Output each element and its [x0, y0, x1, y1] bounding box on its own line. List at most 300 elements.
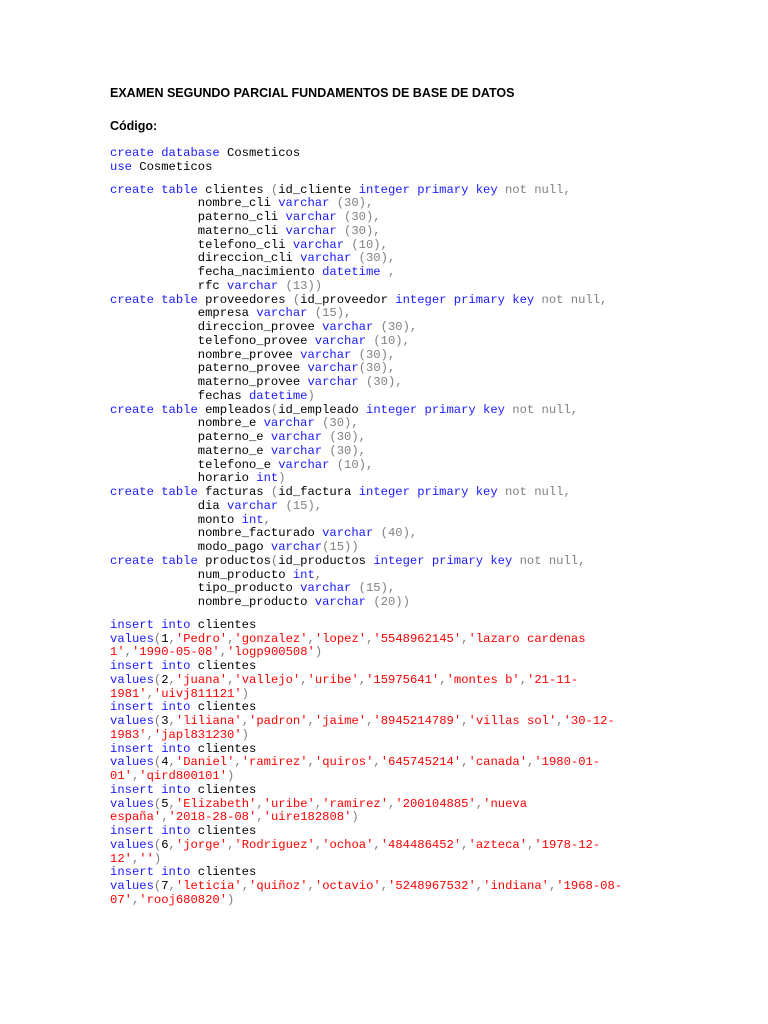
code-line [110, 798, 622, 812]
code-token: insert into [110, 659, 198, 673]
code-token: values [110, 796, 154, 811]
code-token: materno_e [110, 443, 271, 458]
code-subtitle: Código: [110, 119, 158, 133]
code-token: varchar [285, 223, 345, 238]
code-token: (30), [329, 430, 366, 444]
code-line [110, 894, 622, 908]
code-token: '21-11- [527, 672, 579, 687]
code-token: , [131, 769, 140, 783]
code-token: , [168, 837, 176, 852]
code-line [110, 541, 622, 555]
code-token: , [307, 755, 315, 770]
code-line [110, 500, 622, 514]
code-line [110, 239, 622, 253]
code-token: empresa [110, 306, 257, 321]
code-token: insert into [110, 865, 198, 880]
code-token: not null, [504, 182, 571, 197]
code-token: dia [110, 498, 228, 513]
code-token: 'ramirez' [241, 755, 308, 770]
code-token: 3 [161, 714, 169, 728]
code-token: (30), [344, 223, 381, 238]
code-token: , [307, 879, 315, 893]
code-token: (10), [373, 333, 410, 348]
code-token: (30), [358, 251, 396, 266]
code-token: (13)) [285, 278, 323, 293]
code-token: ) [314, 645, 323, 660]
code-token: ( [153, 755, 162, 770]
code-token: ) [307, 388, 315, 403]
code-line [110, 569, 622, 583]
code-token: , [380, 879, 389, 893]
code-token: 'nueva [483, 796, 528, 811]
code-token: nombre_cli [110, 196, 279, 211]
code-line [110, 582, 622, 596]
code-token: 'canada' [468, 755, 528, 770]
code-token: , [314, 796, 323, 811]
code-line [110, 743, 622, 757]
code-line [110, 161, 622, 175]
code-token: , [307, 714, 315, 728]
code-token: fecha_nacimiento [110, 265, 323, 279]
code-token: , [241, 879, 250, 893]
code-token: ) [241, 686, 249, 701]
code-token: id_empleado [278, 402, 366, 417]
code-token: ) [241, 727, 249, 742]
code-token: , [373, 755, 381, 770]
code-token: create table [110, 402, 206, 417]
code-token: (15), [358, 581, 396, 596]
code-token: not null, [512, 402, 579, 417]
code-token: , [475, 879, 484, 893]
code-token: '484486452' [380, 837, 462, 852]
code-token: int [241, 512, 264, 527]
code-token: integer primary key [395, 292, 542, 307]
code-token: 'indiana' [483, 879, 549, 893]
code-token: (30), [380, 320, 418, 334]
code-token: varchar [300, 581, 359, 596]
code-token: create table [110, 292, 206, 307]
code-token: ( [153, 879, 162, 893]
code-token: , [548, 879, 557, 893]
code-line [110, 866, 622, 880]
code-token: monto [110, 512, 242, 527]
code-token: clientes [197, 824, 257, 838]
code-line [110, 376, 622, 390]
code-token: not null, [519, 553, 586, 568]
code-token: proveedores [205, 292, 293, 307]
code-token: , [219, 645, 228, 660]
code-token: , [256, 810, 264, 825]
code-token: , [461, 755, 469, 770]
code-line [110, 756, 622, 770]
code-token: varchar [292, 237, 352, 252]
code-token: 'qird800101' [139, 769, 228, 783]
code-token: (10), [351, 237, 388, 252]
code-token: '30-12- [563, 714, 615, 728]
code-token: ( [153, 672, 162, 687]
code-token: (30), [358, 361, 396, 376]
code-token: telefono_cli [110, 237, 293, 252]
code-token: 'montes b' [446, 672, 520, 687]
code-token: 'uire182808' [263, 810, 352, 825]
code-token: , [439, 672, 447, 687]
code-line [110, 431, 622, 445]
code-token: , [146, 727, 154, 742]
code-token: 'japl831230' [153, 727, 242, 742]
code-token: '200104885' [395, 796, 476, 811]
code-token: horario [110, 471, 257, 486]
code-token: clientes [205, 182, 271, 197]
code-token: 1981' [110, 686, 147, 701]
code-token: varchar [300, 251, 359, 266]
code-token: , [461, 631, 469, 646]
code-token: , [366, 714, 374, 728]
code-line [110, 390, 622, 404]
code-token: varchar [256, 306, 315, 321]
code-token: materno_cli [110, 223, 286, 238]
code-token: 'Rodriguez' [234, 837, 315, 852]
code-token: clientes [197, 659, 257, 673]
code-token: telefono_e [110, 457, 279, 472]
code-token: varchar [300, 347, 359, 362]
code-token: values [110, 714, 154, 728]
code-token: varchar [278, 457, 337, 472]
code-line [110, 225, 622, 239]
code-token: '5548962145' [373, 631, 462, 646]
code-token: values [110, 837, 154, 852]
code-token: (15), [285, 498, 323, 513]
code-line [110, 459, 622, 473]
code-line [110, 211, 622, 225]
code-token: fechas [110, 388, 249, 403]
code-line [110, 729, 622, 743]
code-token: 'jorge' [175, 837, 228, 852]
code-token: empleados [205, 402, 271, 417]
code-token: varchar [227, 498, 286, 513]
code-line [110, 335, 622, 349]
code-token: (30), [366, 375, 403, 389]
code-token: , [131, 851, 140, 866]
code-token: , [168, 796, 176, 811]
code-token: id_productos [278, 553, 374, 568]
code-token: ( [153, 631, 162, 646]
code-token: rfc [110, 278, 228, 293]
code-token: 'juana' [175, 672, 228, 687]
code-token: , [366, 631, 374, 646]
code-token: clientes [197, 782, 257, 797]
code-token: ( [270, 402, 279, 417]
code-token: 'uivj811121' [153, 686, 242, 701]
code-token: , [227, 631, 235, 646]
code-line [110, 445, 622, 459]
code-token: insert into [110, 741, 198, 756]
code-token: , [300, 672, 308, 687]
code-line [110, 839, 622, 853]
code-token: , [168, 631, 176, 646]
code-token: integer primary key [373, 553, 520, 568]
code-token: , [527, 755, 535, 770]
code-token: , [168, 714, 176, 728]
code-token: , [234, 755, 242, 770]
code-token: 'vallejo' [234, 672, 301, 687]
code-token: insert into [110, 617, 198, 632]
code-token: 'logp900508' [227, 645, 315, 660]
code-token: values [110, 755, 154, 770]
code-token: , [461, 714, 469, 728]
code-token: 'Pedro' [175, 631, 228, 646]
code-token: not null, [504, 485, 571, 499]
code-token: 'Elizabeth' [175, 796, 257, 811]
code-token: , [519, 672, 528, 687]
code-token: insert into [110, 824, 198, 838]
code-token: , [146, 686, 154, 701]
code-token: 'quiros' [314, 755, 374, 770]
code-line [110, 486, 622, 500]
code-token: 7 [161, 879, 169, 893]
code-token: ) [278, 471, 286, 486]
code-token: 4 [161, 755, 169, 770]
code-token: insert into [110, 782, 198, 797]
code-token: 'octavio' [314, 879, 381, 893]
code-token: ) [351, 810, 359, 825]
code-token: (30), [344, 210, 381, 224]
code-token: '' [139, 851, 154, 866]
code-token: int [256, 471, 279, 486]
code-token: ) [153, 851, 162, 866]
code-token: '5248967532' [388, 879, 476, 893]
code-token: ) [227, 769, 235, 783]
code-token: varchar [270, 540, 323, 554]
code-token: clientes [197, 865, 257, 880]
code-token: 'uribe' [307, 672, 359, 687]
code-line [110, 266, 622, 280]
code-token: direccion_cli [110, 251, 301, 266]
code-token: facturas [205, 485, 271, 499]
code-token: create database [110, 146, 228, 160]
code-token: españa' [110, 810, 162, 825]
code-token: , [131, 892, 140, 907]
code-token: create table [110, 182, 206, 197]
code-token: , [227, 837, 235, 852]
code-line [110, 880, 622, 894]
code-token: nombre_producto [110, 595, 315, 609]
code-token: '1990-05-08' [131, 645, 220, 660]
code-line [110, 674, 622, 688]
code-token: 5 [161, 796, 169, 811]
code-token: 'lazaro cardenas [468, 631, 586, 646]
code-line [110, 197, 622, 211]
code-token: integer primary key [358, 485, 505, 499]
code-line [110, 715, 622, 729]
code-line [110, 184, 622, 198]
code-line [110, 853, 622, 867]
code-token: (30), [322, 416, 359, 431]
code-token: direccion_provee [110, 320, 323, 334]
code-token: , [256, 796, 264, 811]
code-token: 6 [161, 837, 169, 852]
code-token: modo_pago [110, 540, 271, 554]
code-token: 2 [161, 672, 169, 687]
code-token: varchar [314, 333, 374, 348]
code-token: 07' [110, 892, 132, 907]
code-token: ( [270, 553, 279, 568]
code-line [110, 404, 622, 418]
code-token: 'padron' [249, 714, 308, 728]
code-token: , [556, 714, 564, 728]
code-token: '645745214' [380, 755, 462, 770]
code-token: ) [227, 892, 235, 907]
code-token: , [461, 837, 469, 852]
code-line [110, 825, 622, 839]
code-token: varchar [314, 595, 374, 609]
code-token: clientes [197, 741, 257, 756]
code-token: id_proveedor [300, 292, 396, 307]
code-token: , [314, 837, 323, 852]
sql-code-block [110, 147, 622, 908]
code-line [110, 701, 622, 715]
code-token: (30), [358, 347, 396, 362]
code-line [110, 784, 622, 798]
code-line [110, 619, 622, 633]
code-token: 'jaime' [314, 714, 367, 728]
code-line [110, 555, 622, 569]
code-token: varchar [285, 210, 345, 224]
code-token: id_cliente [278, 182, 359, 197]
code-token: , [388, 796, 396, 811]
code-token: insert into [110, 700, 198, 715]
code-token: paterno_provee [110, 361, 308, 376]
code-token: varchar [227, 278, 286, 293]
code-token: varchar [322, 320, 381, 334]
code-token: varchar [278, 196, 337, 211]
code-token: telefono_provee [110, 333, 315, 348]
code-token: 'liliana' [175, 714, 242, 728]
code-line [110, 252, 622, 266]
code-token: integer primary key [358, 182, 505, 197]
code-token: ( [292, 292, 301, 307]
code-token: (15)) [322, 540, 359, 554]
code-line [110, 280, 622, 294]
code-line [110, 811, 622, 825]
code-token: paterno_e [110, 430, 271, 444]
code-line [110, 660, 622, 674]
code-token: int [292, 567, 315, 582]
code-token: , [124, 645, 132, 660]
code-line [110, 633, 622, 647]
code-token: (15), [314, 306, 352, 321]
code-token: (20)) [373, 595, 410, 609]
code-token: create table [110, 485, 206, 499]
code-token: 'azteca' [468, 837, 528, 852]
code-line [110, 472, 622, 486]
code-token: 1983' [110, 727, 147, 742]
code-token: num_producto [110, 567, 293, 582]
code-token: , [358, 672, 367, 687]
code-token: , [387, 265, 396, 279]
code-token: (10), [336, 457, 374, 472]
code-token: , [314, 567, 323, 582]
code-token: 12' [110, 851, 132, 866]
code-token: 1 [161, 631, 169, 646]
code-token: Cosmeticos [227, 146, 301, 160]
code-token: varchar [307, 375, 366, 389]
code-token: use [110, 159, 140, 174]
code-line [110, 417, 622, 431]
code-token: values [110, 672, 154, 687]
code-line [110, 527, 622, 541]
code-token: datetime [248, 388, 308, 403]
code-token: , [227, 672, 235, 687]
code-token: varchar [322, 526, 381, 541]
code-line [110, 307, 622, 321]
code-token: clientes [197, 617, 257, 632]
code-token: , [263, 512, 271, 527]
code-token: 01' [110, 769, 132, 783]
code-token: values [110, 879, 154, 893]
code-token: ( [153, 837, 162, 852]
code-token: materno_provee [110, 375, 308, 389]
code-token: productos [205, 553, 271, 568]
code-token: '1980-01- [534, 755, 601, 770]
code-token: , [168, 755, 176, 770]
code-token: 'leticia' [175, 879, 242, 893]
code-token: nombre_e [110, 416, 264, 431]
code-token: values [110, 631, 154, 646]
code-token: 'gonzalez' [234, 631, 308, 646]
code-token: datetime [322, 265, 388, 279]
code-token: nombre_facturado [110, 526, 323, 541]
code-token: '1978-12- [534, 837, 601, 852]
code-token: '15975641' [366, 672, 440, 687]
code-token: clientes [197, 700, 257, 715]
code-line [110, 646, 622, 660]
code-token: 'ochoa' [322, 837, 374, 852]
code-token: varchar [270, 430, 330, 444]
code-token: create table [110, 553, 206, 568]
code-token: , [475, 796, 484, 811]
code-line [110, 349, 622, 363]
code-token: '2018-28-08' [168, 810, 257, 825]
code-line [110, 147, 622, 161]
code-token: 'quiñoz' [249, 879, 308, 893]
code-token: (30), [329, 443, 366, 458]
code-token: integer primary key [366, 402, 513, 417]
code-token: 'rooj680820' [139, 892, 228, 907]
code-token: ( [270, 485, 279, 499]
code-token: id_factura [278, 485, 359, 499]
code-token: , [161, 810, 169, 825]
code-token: 'ramirez' [322, 796, 389, 811]
code-token: Cosmeticos [139, 159, 213, 174]
code-token: paterno_cli [110, 210, 286, 224]
code-token: , [168, 672, 176, 687]
code-token: nombre_provee [110, 347, 301, 362]
code-token: (30), [336, 196, 374, 211]
code-token: ( [270, 182, 279, 197]
code-token: 'uribe' [263, 796, 315, 811]
code-token: '1968-08- [556, 879, 623, 893]
code-line [110, 770, 622, 784]
code-token: ( [153, 796, 162, 811]
code-line [110, 596, 622, 610]
code-line [110, 688, 622, 702]
code-line [110, 294, 622, 308]
code-line [110, 321, 622, 335]
code-token: not null, [541, 292, 608, 307]
code-token: 'lopez' [314, 631, 367, 646]
code-token: (40), [380, 526, 418, 541]
code-line [110, 362, 622, 376]
